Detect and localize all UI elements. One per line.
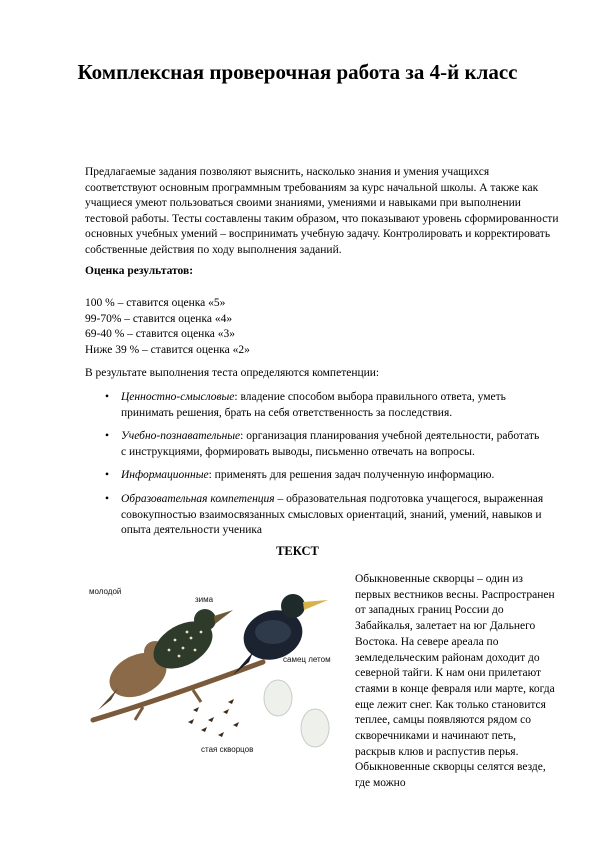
competency-item: [105, 468, 545, 484]
bullet-icon: •: [105, 430, 110, 443]
competency-item: [105, 390, 545, 421]
competency-text: : владение способом выбора правильного ответа, уметь принимать решения, брать на себя ответственность за последствия.: [121, 391, 506, 419]
text-section-heading: ТЕКСТ: [276, 544, 319, 558]
competency-item: [105, 492, 545, 539]
label-flock: стая скворцов: [201, 745, 254, 754]
grading-list: [85, 296, 250, 358]
competency-text: : организация планирования учебной деятельности, работать с инструкциями, формировать выводы, письменно отвечать на вопросы.: [121, 430, 540, 458]
starlings-illustration: [83, 570, 353, 770]
competency-term: Образовательная компетенция: [121, 492, 275, 505]
intro-paragraph: Предлагаемые задания позволяют выяснить, насколько знания и умения учащихся соответствуют основным программным требованиям за курс начальной школы. А также как учащиеся умеют пользоваться своими знаниями, умениями и навыками при выполнении тестовой работы. Тесты составлены таким образом, что показывают уровень сформированности основных учебных умений – воспринимать учебную задачу. Контролировать и корректировать собственные действия по ходу выполнения заданий.: [85, 166, 559, 256]
competencies-heading: В результате выполнения теста определяются компетенции:: [85, 367, 380, 379]
page-title: Комплексная проверочная работа за 4-й класс: [77, 60, 518, 84]
grading-item: 100 % – ставится оценка «5»: [85, 297, 226, 309]
text-body: Обыкновенные скворцы – один из первых вестников весны. Распространен от западных границ России до Забайкалья, залетает на юг Дальнего Востока. На севере ареала по земледельческим районам доходит до северной тайги. К нам они прилетают стаями в конце февраля или марте, когда еще лежит снег. Как только становится теплее, самцы появляются рядом со скворечниками и начинают петь, раскрыв клюв и распустив перья. Обыкновенные скворцы селятся везде, где можно: [355, 573, 555, 790]
egg: [301, 709, 329, 747]
competency-item: [105, 429, 545, 460]
grading-item: 69-40 % – ставится оценка «3»: [85, 328, 235, 341]
competency-term: Информационные: [121, 469, 209, 482]
competency-term: Ценностно-смысловые: [121, 391, 235, 403]
bullet-icon: •: [105, 391, 110, 403]
label-winter: зима: [195, 595, 214, 604]
grading-item: Ниже 39 % – ставится оценка «2»: [85, 343, 250, 356]
competency-text: – образовательная подготовка учащегося, выраженная совокупностью взаимосвязанных смысловых ориентаций, знаний, умений, навыков и опыта деятельности ученика: [121, 492, 544, 537]
flock-silhouettes: [188, 699, 239, 737]
competency-term: Учебно-познавательные: [121, 430, 241, 443]
egg: [264, 680, 292, 716]
competencies-list: [105, 390, 545, 547]
label-young: молодой: [89, 587, 122, 596]
grading-item: 99-70% – ставится оценка «4»: [85, 312, 233, 325]
grading-heading: Оценка результатов:: [85, 265, 194, 277]
label-male-summer: самец летом: [283, 655, 331, 664]
bullet-icon: •: [105, 469, 110, 482]
competency-text: : применять для решения задач полученную информацию.: [208, 469, 495, 482]
bullet-icon: •: [105, 492, 110, 505]
